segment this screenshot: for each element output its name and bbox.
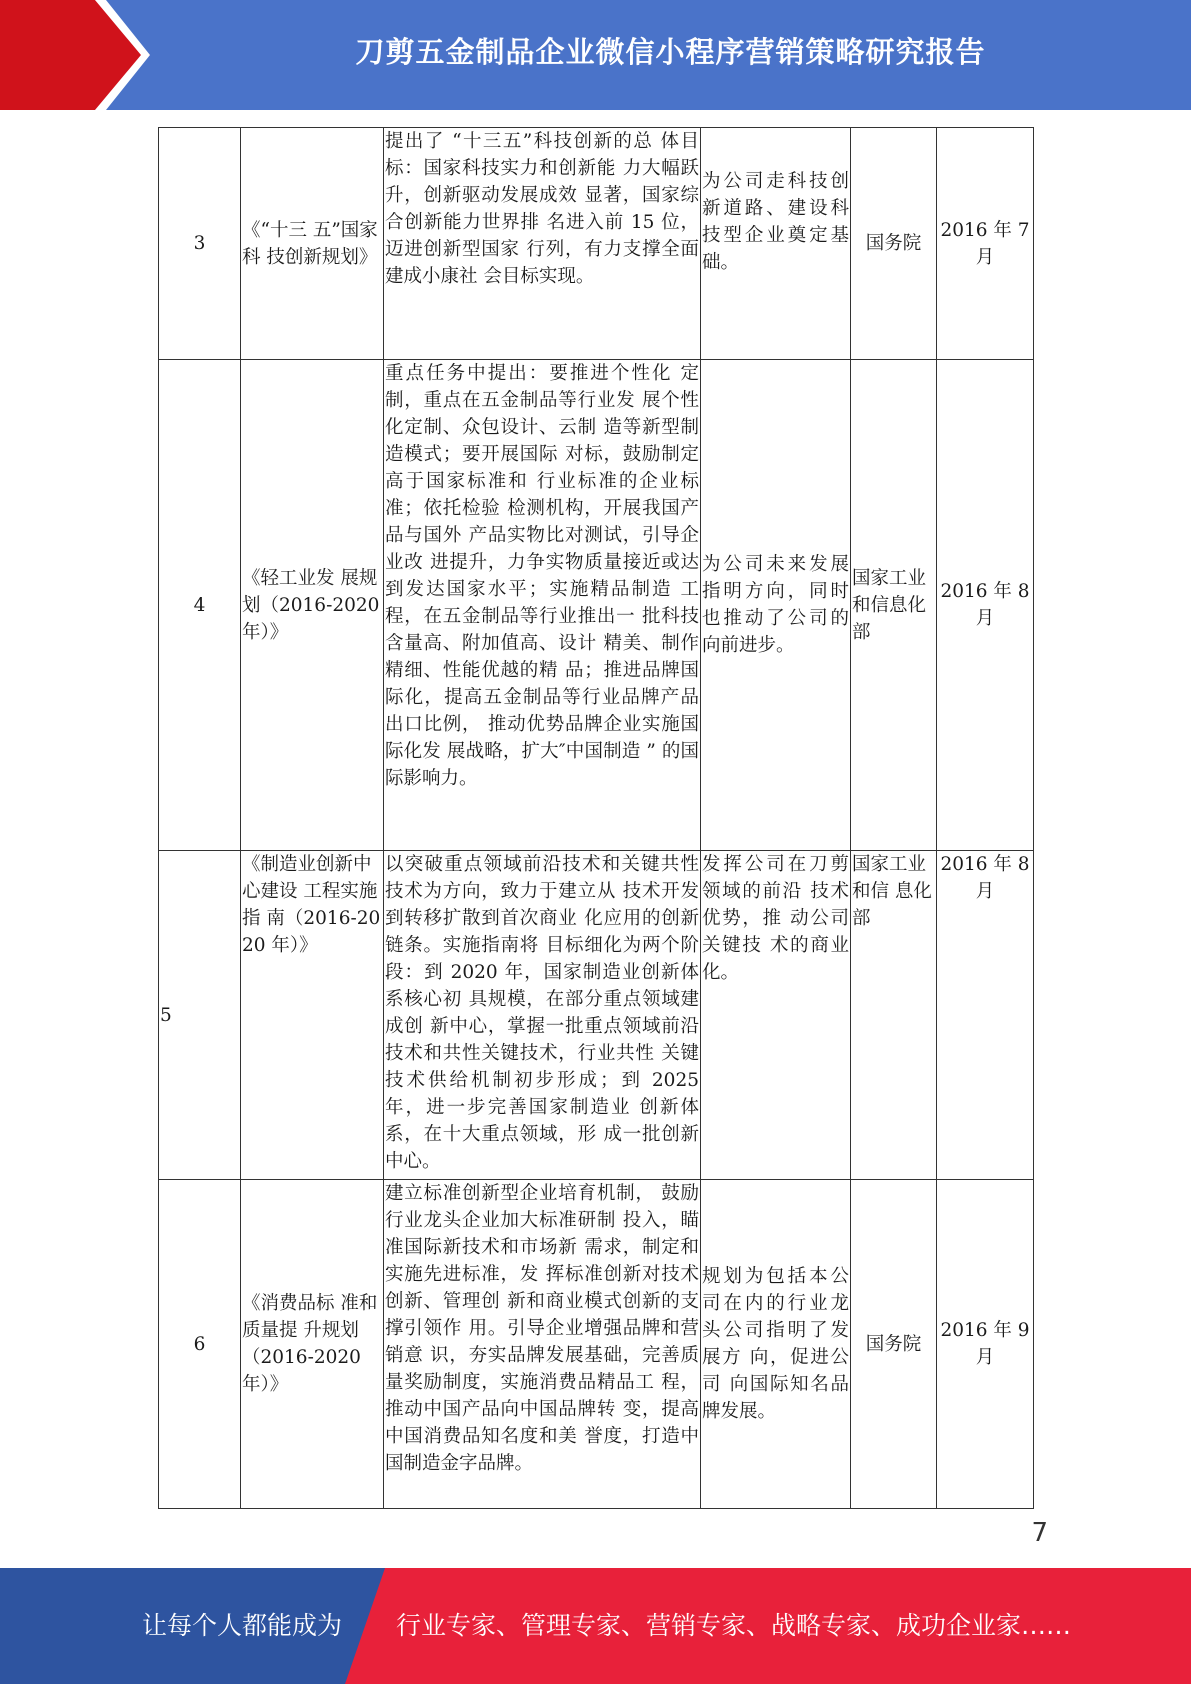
row-number: 5	[159, 851, 241, 1180]
policy-name: 《制造业创新中心建设 工程实施指 南（2016-2020 年）》	[241, 851, 384, 1180]
row-number: 4	[159, 360, 241, 851]
policy-date: 2016 年 7月	[937, 128, 1034, 360]
row-number: 3	[159, 128, 241, 360]
policy-issuer: 国家工业和信 息化部	[851, 851, 937, 1180]
policy-date: 2016 年 8月	[937, 360, 1034, 851]
page-number: 7	[1031, 1518, 1048, 1548]
table-row	[159, 1180, 1034, 1509]
report-title: 刀剪五金制品企业微信小程序营销策略研究报告	[355, 34, 986, 69]
policy-date: 2016 年 8 月	[937, 851, 1034, 1180]
policy-impact: 为公司未来发展指明方向，同时也推动了公司的向前进步。	[701, 360, 851, 851]
table-row	[159, 128, 1034, 360]
row-number: 6	[159, 1180, 241, 1509]
policy-date: 2016 年 9月	[937, 1180, 1034, 1509]
page-footer	[0, 1568, 1191, 1684]
policy-name: 《轻工业发 展规划（2016-2020 年）》	[241, 360, 384, 851]
policy-impact: 发挥公司在刀剪领域的前沿 技术优势，推 动公司关键技 术的商业化。	[701, 851, 851, 1180]
policy-name: 《“十三 五”国家科 技创新规划》	[241, 128, 384, 360]
policy-name: 《消费品标 准和质量提 升规划（2016-2020 年）》	[241, 1180, 384, 1509]
footer-slogan-right: 行业专家、管理专家、营销专家、战略专家、成功企业家……	[396, 1611, 1072, 1640]
policy-impact: 规划为包括本公司在内的行业龙头公司指明了发展方 向，促进公司 向国际知名品 牌发展。	[701, 1180, 851, 1509]
red-chevron-logo	[0, 0, 160, 110]
footer-slogan-left: 让每个人都能成为	[142, 1611, 343, 1640]
policy-content: 重点任务中提出：要推进个性化 定制，重点在五金制品等行业发 展个性化定制、众包设计、云制 造等新型制造模式；要开展国际 对标，鼓励制定高于国家标准和 行业标准的企业标准；依托检验 检测机构，开展我国产品与国外 产品实物比对测试，引导企业改 进提升，力争实物质量接近或达 到发达国家水平；实施精品制造 工程，在五金制品等行业推出一 批科技含量高、附加值高、设计 精美、制作精细、性能优越的精 品；推进品牌国际化，提高五金制品等行业品牌产品出口比例， 推动优势品牌企业实施国际化发 展战略，扩大″中国制造 ” 的国 际影响力。	[384, 360, 701, 851]
policy-issuer: 国务院	[851, 1180, 937, 1509]
policy-content: 以突破重点领域前沿技术和关键共性技术为方向，致力于建立从 技术开发到转移扩散到首次商业 化应用的创新链条。实施指南将 目标细化为两个阶段：到 2020 年，国家制造业创新体系核心初 具规模，在部分重点领域建成创 新中心，掌握一批重点领域前沿 技术和共性关键技术，行业共性 关键技术供给机制初步形成；到 2025 年，进一步完善国家制造业 创新体系，在十大重点领域，形 成一批创新中心。	[384, 851, 701, 1180]
policy-issuer: 国务院	[851, 128, 937, 360]
table-row	[159, 360, 1034, 851]
policy-table	[158, 127, 1034, 1509]
policy-issuer: 国家工业和信息化部	[851, 360, 937, 851]
policy-content: 提出了 “十三五”科技创新的总 体目标：国家科技实力和创新能 力大幅跃升，创新驱动发展成效 显著，国家综合创新能力世界排 名进入前 15 位，迈进创新型国家 行列，有力支撑全面建成小康社 会目标实现。	[384, 128, 701, 360]
page-header	[0, 0, 1191, 110]
policy-content: 建立标准创新型企业培育机制， 鼓励行业龙头企业加大标准研制 投入，瞄准国际新技术和市场新 需求，制定和实施先进标准，发 挥标准创新对技术创新、管理创 新和商业模式创新的支撑引领作 用。引导企业增强品牌和营销意 识，夯实品牌发展基础，完善质 量奖励制度，实施消费品精品工 程，推动中国产品向中国品牌转 变，提高中国消费品知名度和美 誉度，打造中国制造金字品牌。	[384, 1180, 701, 1509]
table-row	[159, 851, 1034, 1180]
policy-impact: 为公司走科技创新道路、建设科技型企业奠定基础。	[701, 128, 851, 360]
